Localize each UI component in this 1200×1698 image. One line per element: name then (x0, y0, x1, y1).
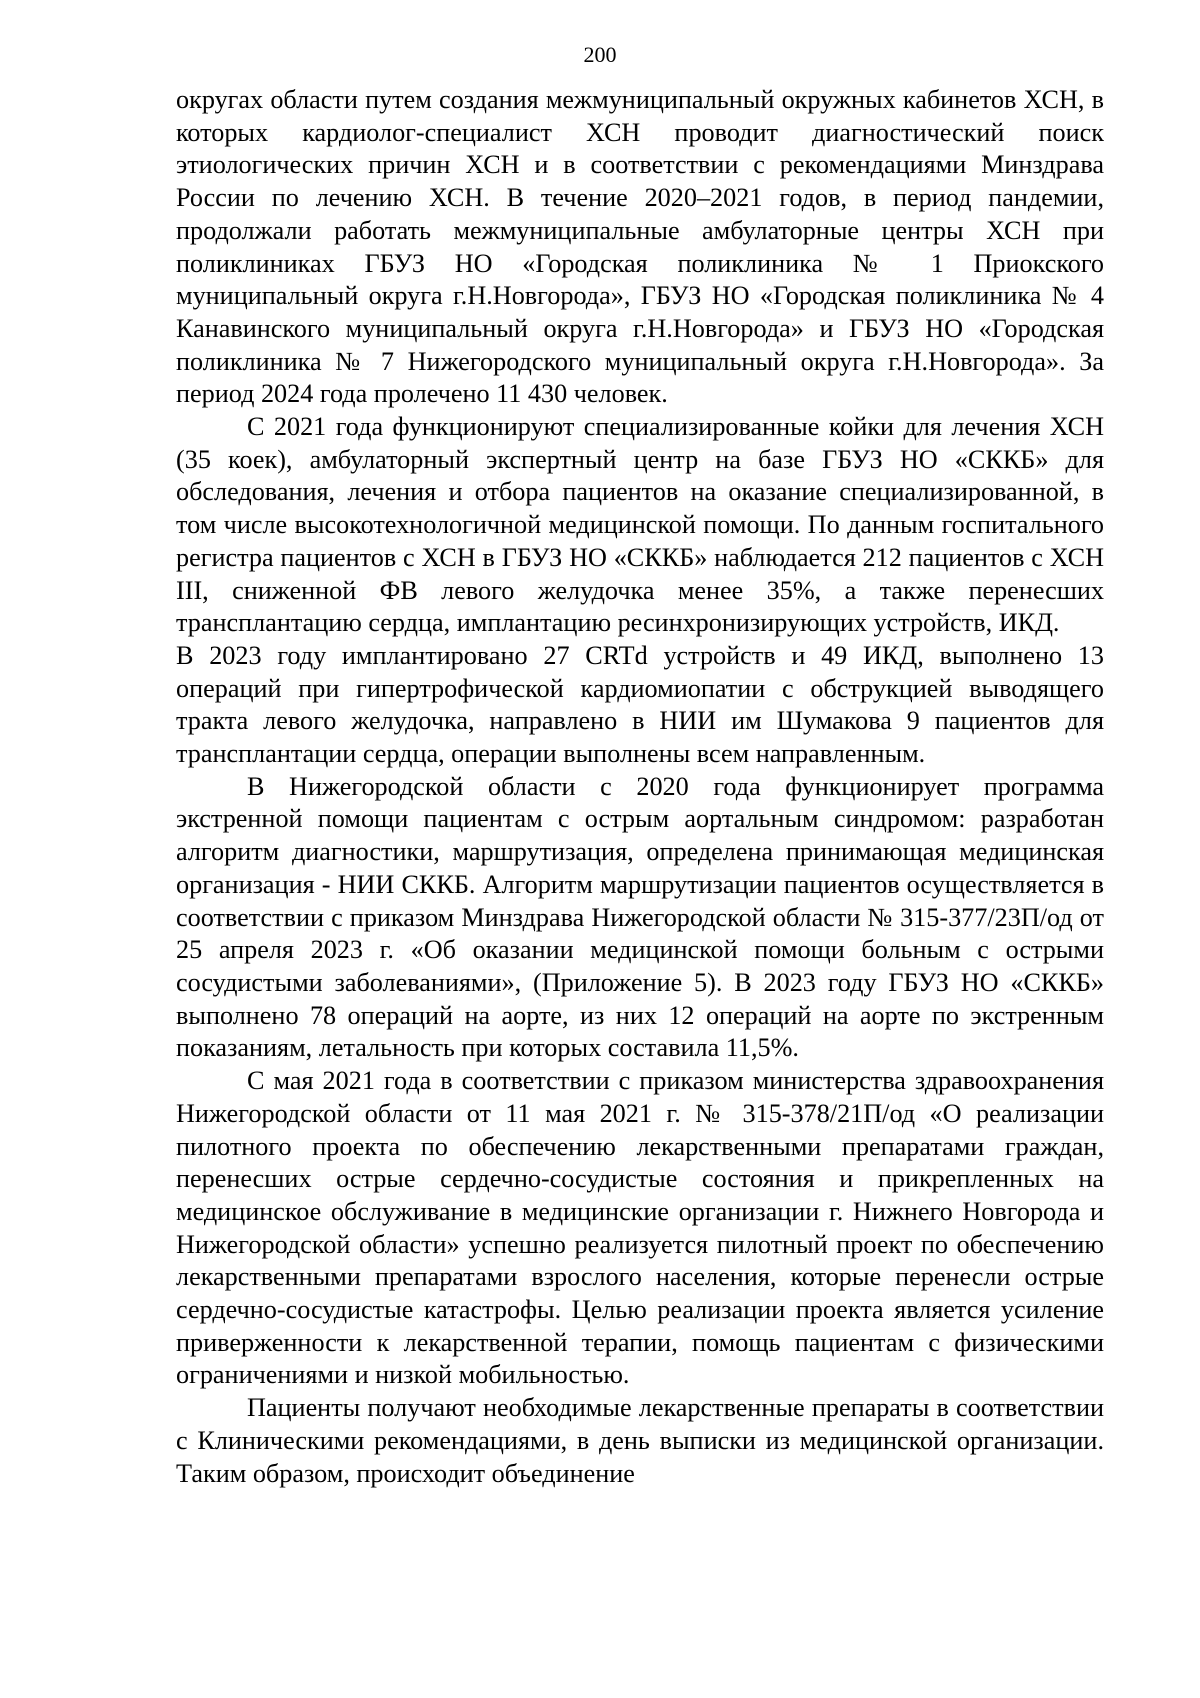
paragraph: округах области путем создания межмуниципальный окружных кабинетов ХСН, в которых кардиолог-специалист ХСН проводит диагностический поиск этиологических причин ХСН и в соответствии с рекомендациями Минздрава России по лечению ХСН. В течение 2020–2021 годов, в период пандемии, продолжали работать межмуниципальные амбулаторные центры ХСН при поликлиниках ГБУЗ НО «Городская поликлиника № 1 Приокского муниципальный округа г.Н.Новгорода», ГБУЗ НО «Городская поликлиника № 4 Канавинского муниципальный округа г.Н.Новгорода» и ГБУЗ НО «Городская поликлиника № 7 Нижегородского муниципальный округа г.Н.Новгорода». За период 2024 года пролечено 11 430 человек. (176, 85, 1104, 409)
paragraph: С 2021 года функционируют специализированные койки для лечения ХСН (35 коек), амбулаторный экспертный центр на базе ГБУЗ НО «СККБ» для обследования, лечения и отбора пациентов на оказание специализированной, в том числе высокотехнологичной медицинской помощи. По данным госпитального регистра пациентов с ХСН в ГБУЗ НО «СККБ» наблюдается 212 пациентов с ХСН III, сниженной ФВ левого желудочка менее 35%, а также перенесших трансплантацию сердца, имплантацию ресинхронизирующих устройств, ИКД. (176, 412, 1104, 638)
paragraph: Пациенты получают необходимые лекарственные препараты в соответствии с Клиническими рекомендациями, в день выписки из медицинской организации. Таким образом, происходит объединение (176, 1393, 1104, 1488)
paragraph: С мая 2021 года в соответствии с приказом министерства здравоохранения Нижегородской области от 11 мая 2021 г. № 315-378/21П/од «О реализации пилотного проекта по обеспечению лекарственными препаратами граждан, перенесших острые сердечно-сосудистые состояния и прикрепленных на медицинское обслуживание в медицинские организации г. Нижнего Новгорода и Нижегородской области» успешно реализуется пилотный проект по обеспечению лекарственными препаратами взрослого населения, которые перенесли острые сердечно-сосудистые катастрофы. Целью реализации проекта является усиление приверженности к лекарственной терапии, помощь пациентам с физическими ограничениями и низкой мобильностью. (176, 1066, 1104, 1390)
paragraph: В 2023 году имплантировано 27 CRTd устройств и 49 ИКД, выполнено 13 операций при гипертрофической кардиомиопатии с обструкцией выводящего тракта левого желудочка, направлено в НИИ им Шумакова 9 пациентов для трансплантации сердца, операции выполнены всем направленным. (176, 640, 1104, 769)
paragraph: В Нижегородской области с 2020 года функционирует программа экстренной помощи пациентам с острым аортальным синдромом: разработан алгоритм диагностики, маршрутизация, определена принимающая медицинская организация - НИИ СККБ. Алгоритм маршрутизации пациентов осуществляется в соответствии с приказом Минздрава Нижегородской области № 315-377/23П/од от 25 апреля 2023 г. «Об оказании медицинской помощи больным с острыми сосудистыми заболеваниями», (Приложение 5). В 2023 году ГБУЗ НО «СККБ» выполнено 78 операций на аорте, из них 12 операций на аорте по экстренным показаниям, летальность при которых составила 11,5%. (176, 771, 1104, 1063)
body-text (176, 84, 1104, 1490)
page-number: 200 (583, 42, 617, 67)
